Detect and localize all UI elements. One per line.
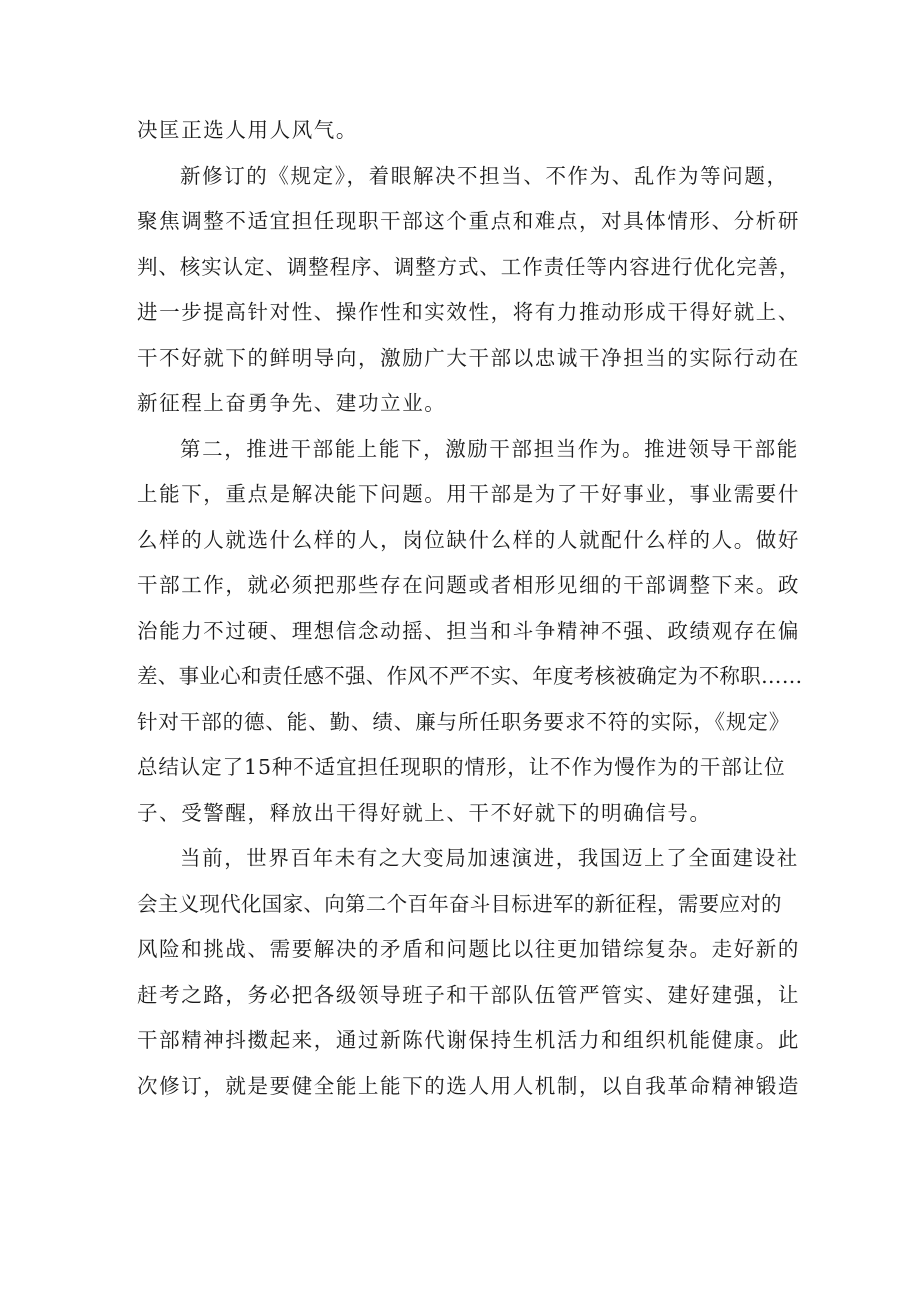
- text-line: 第二，推进干部能上能下，激励干部担当作为。推进领导干部能: [180, 436, 799, 461]
- text-line: 风险和挑战、需要解决的矛盾和问题比以往更加错综复杂。走好新的: [137, 937, 800, 961]
- text-line: 新征程上奋勇争先、建功立业。: [137, 391, 447, 415]
- document-body: [137, 108, 803, 1109]
- text-line: 子、受警醒，释放出干得好就上、干不好就下的明确信号。: [137, 800, 712, 825]
- text-line: 治能力不过硬、理想信念动摇、担当和斗争精神不强、政绩观存在偏: [137, 618, 800, 643]
- text-line: 干部工作，就必须把那些存在问题或者相形见细的干部调整下来。政: [137, 573, 800, 597]
- text-line: 差、事业心和责任感不强、作风不严不实、年度考核被确定为不称职……: [137, 664, 803, 688]
- paragraph-4: [137, 836, 800, 1109]
- text-line: 针对干部的德、能、勤、绩、廉与所任职务要求不符的实际，《规定》: [137, 709, 791, 734]
- text-line: 决匡正选人用人风气。: [137, 118, 358, 142]
- text-line: 会主义现代化国家、向第二个百年奋斗目标进军的新征程，需要应对的: [137, 891, 782, 916]
- text-line: 么样的人就选什么样的人，岗位缺什么样的人就配什么样的人。做好: [137, 527, 800, 552]
- text-line: 上能下，重点是解决能下问题。用干部是为了干好事业，事业需要什: [137, 482, 800, 506]
- text-line: 干部精神抖擞起来，通过新陈代谢保持生机活力和组织机能健康。此: [137, 1028, 800, 1052]
- paragraph-1: [137, 108, 797, 154]
- text-line: 进一步提高针对性、操作性和实效性，将有力推动形成干得好就上、: [137, 300, 800, 324]
- paragraph-3: [137, 427, 803, 837]
- text-line: 判、核实认定、调整程序、调整方式、工作责任等内容进行优化完善，: [137, 254, 801, 279]
- text-line: 赶考之路，务必把各级领导班子和干部队伍管严管实、建好建强，让: [137, 982, 800, 1007]
- text-line: 总结认定了15种不适宜担任现职的情形，让不作为慢作为的干部让位: [137, 755, 786, 779]
- text-line: 次修订，就是要健全能上能下的选人用人机制，以自我革命精神锻造: [137, 1073, 800, 1098]
- text-line: 聚焦调整不适宜担任现职干部这个重点和难点，对具体情形、分析研: [137, 209, 800, 233]
- text-line: 当前，世界百年未有之大变局加速演进，我国迈上了全面建设社: [180, 846, 799, 870]
- paragraph-2: [137, 154, 801, 427]
- text-line: 新修订的《规定》，着眼解决不担当、不作为、乱作为等问题，: [180, 163, 789, 188]
- text-line: 干不好就下的鲜明导向，激励广大干部以忠诚干净担当的实际行动在: [137, 345, 800, 370]
